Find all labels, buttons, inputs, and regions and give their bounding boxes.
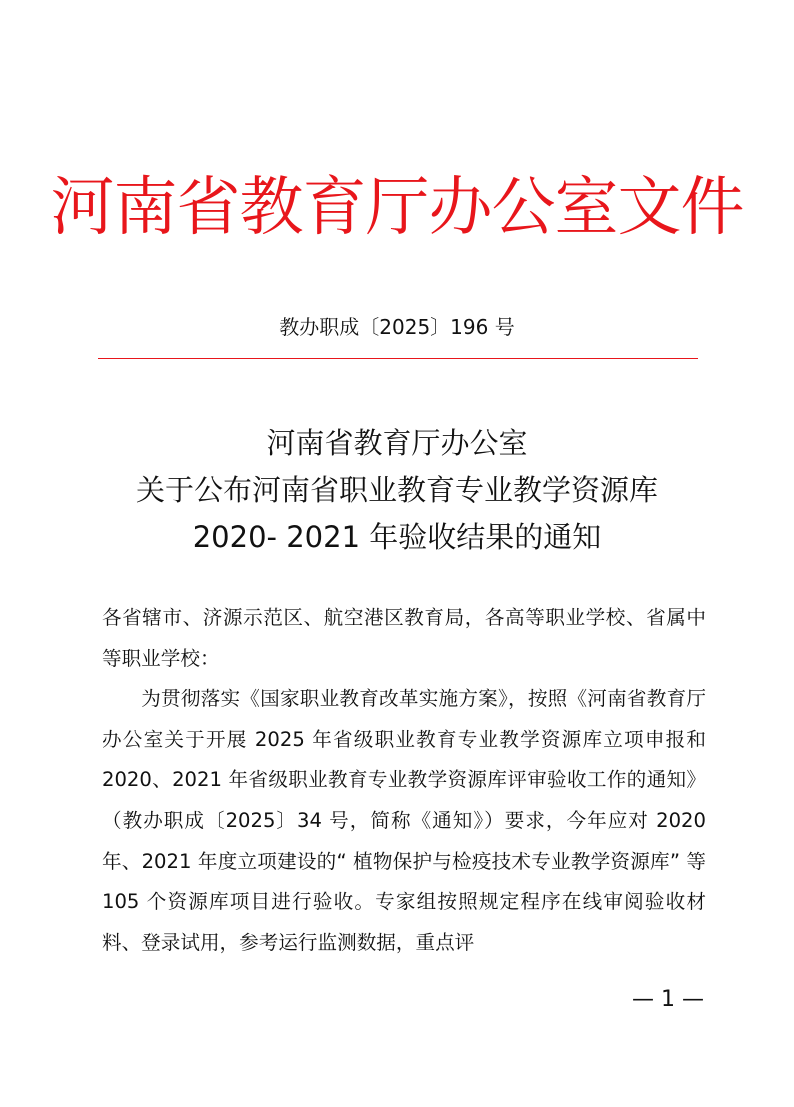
- addressee: 各省辖市、济源示范区、航空港区教育局，各高等职业学校、省属中等职业学校：: [102, 606, 706, 670]
- masthead-title: 河南省教育厅办公室文件: [50, 171, 744, 245]
- page-number: — 1 —: [632, 987, 704, 1012]
- notice-title-line-2: 关于公布河南省职业教育专业教学资源库: [135, 473, 658, 507]
- notice-body: [102, 598, 706, 963]
- notice-title-line-3: 2020- 2021 年验收结果的通知: [192, 520, 602, 554]
- body-paragraph: 为贯彻落实《国家职业教育改革实施方案》，按照《河南省教育厅办公室关于开展 2025 年省级职业教育专业教学资源库立项申报和 2020、2021 年省级职业教育专业教学资源库评审验收工作的通知》（教办职成〔2025〕34 号，简称《通知》）要求，今年应对 2020 年、2021 年度立项建设的“ 植物保护与检疫技术专业教学资源库” 等 105 个资源库项目进行验收。专家组按照规定程序在线审阅验收材料、登录试用，参考运行监测数据，重点评: [102, 687, 706, 954]
- document-number: 教办职成〔2025〕196 号: [279, 315, 515, 339]
- red-separator-line: [98, 358, 698, 359]
- notice-title-line-1: 河南省教育厅办公室: [266, 426, 528, 460]
- notice-title: [0, 420, 794, 561]
